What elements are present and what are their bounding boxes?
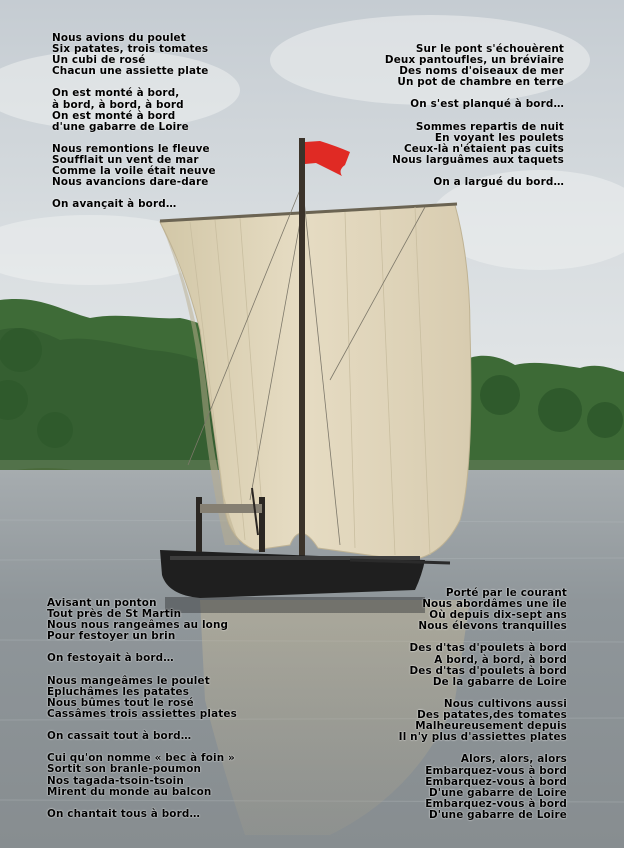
verse-line: Nous avions du poulet — [52, 32, 186, 44]
verse-line: Cassâmes trois assiettes plates — [47, 707, 237, 720]
verse-line: On chantait tous à bord… — [47, 807, 201, 820]
verse-line: Nous abordâmes une île — [422, 598, 567, 611]
verse-line: On est monté à bord — [52, 109, 176, 122]
stanza-break — [47, 665, 237, 676]
verse-line: On cassait tout à bord… — [47, 730, 192, 743]
hull-stripe — [170, 556, 420, 560]
verse-line: Embarquez-vous à bord — [425, 797, 567, 810]
verse-line: On s'est planqué à bord… — [410, 98, 564, 111]
verse-line: Nous cultivons aussi — [443, 697, 567, 710]
verse-line: Un pot de chambre en terre — [397, 76, 564, 89]
verse-line: Porté par le courant — [445, 587, 567, 599]
verse-line: On avançait à bord… — [52, 198, 177, 211]
verse-line: Epluchâmes les patates — [47, 685, 190, 698]
verse-line: Soufflait un vent de mar — [52, 154, 199, 167]
verse-line: Embarquez-vous à bord — [425, 775, 567, 788]
verse-line: Nous bûmes tout le rosé — [47, 696, 194, 709]
verse-line: Comme la voile était neuve — [52, 165, 216, 178]
verse-line: On a largué du bord… — [433, 176, 564, 189]
verse-line: Nous mangeâmes le poulet — [47, 674, 210, 687]
stanza-break — [385, 111, 564, 122]
verse-line: Ceux-là n'étaient pas cuits — [403, 142, 564, 155]
verse-line: Des d'tas d'poulets à bord — [409, 664, 567, 677]
verse-line: Malheureusement depuis — [415, 720, 567, 733]
verse-line: à bord, à bord, à bord — [52, 98, 184, 111]
verse-line: Six patates, trois tomates — [52, 43, 209, 56]
verse-line: Mirent du monde au balcon — [47, 785, 212, 798]
verses-top-right — [385, 44, 564, 188]
verses-bottom-right — [399, 588, 567, 821]
mast — [299, 138, 305, 558]
verse-line: Sortit son branle-poumon — [47, 763, 202, 776]
verse-line: Où depuis dix-sept ans — [429, 609, 567, 622]
verse-line: On est monté à bord, — [52, 87, 180, 100]
verse-line: Des patates,des tomates — [417, 709, 567, 722]
verse-line: On festoyait à bord… — [47, 652, 174, 665]
verse-line: Il n'y plus d'assiettes plates — [398, 731, 567, 744]
verse-line: d'une gabarre de Loire — [52, 120, 189, 133]
verse-line: De la gabarre de Loire — [432, 675, 567, 688]
verse-line: Sommes repartis de nuit — [415, 120, 564, 133]
verse-line: Alors, alors, alors — [460, 753, 567, 766]
verse-line: Chacun une assiette plate — [52, 65, 209, 78]
verses-top-left — [52, 33, 216, 211]
verse-line: Embarquez-vous à bord — [425, 764, 567, 777]
verse-line: Cui qu'on nomme « bec à foin » — [47, 752, 235, 765]
verse-line: Des noms d'oiseaux de mer — [399, 65, 564, 78]
verse-line: Nous avancions dare-dare — [52, 176, 209, 189]
verse-line: A bord, à bord, à bord — [434, 653, 567, 666]
verse-line: Nous nous rangeâmes au long — [47, 619, 229, 632]
verse-line: Deux pantoufles, un bréviaire — [384, 54, 564, 67]
verse-line: Nous remontions le fleuve — [52, 142, 210, 155]
verse-line: Des d'tas d'poulets à bord — [409, 642, 567, 655]
verse-line: Pour festoyer un brin — [47, 630, 176, 643]
verse-line: Nous élevons tranquilles — [418, 620, 567, 633]
verse-line: Un cubi de rosé — [52, 54, 146, 67]
verses-bottom-left — [47, 598, 237, 820]
verse-line: Nous larguâmes aux taquets — [392, 153, 564, 166]
verse-line: En voyant les poulets — [434, 131, 564, 144]
verse-line: Avisant un ponton — [47, 597, 157, 609]
verse-line: D'une gabarre de Loire — [429, 786, 567, 799]
verse-line: Sur le pont s'échouèrent — [415, 43, 564, 55]
verse-line: D'une gabarre de Loire — [429, 808, 567, 821]
verse-line: Nos tagada-tsoin-tsoin — [47, 774, 184, 787]
verse-line: Tout près de St Martin — [47, 608, 182, 621]
